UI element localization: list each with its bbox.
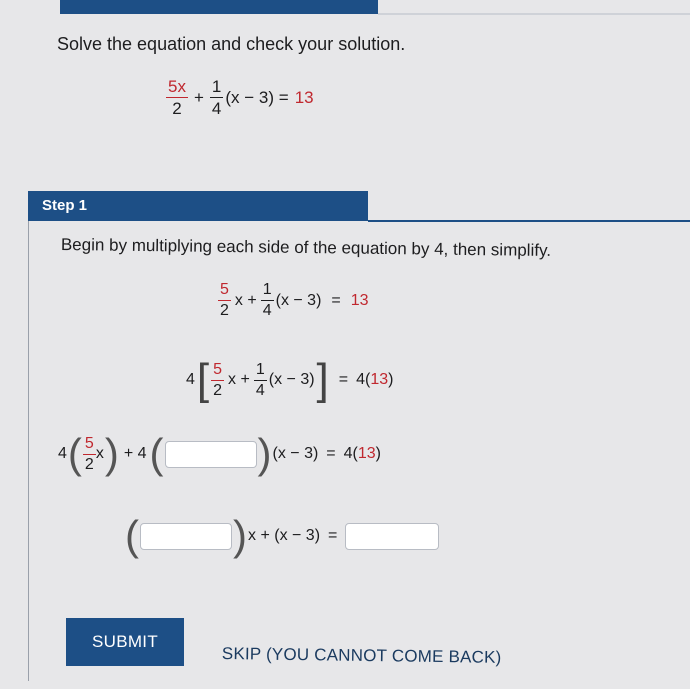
submit-button[interactable]: SUBMIT: [66, 618, 184, 666]
step-equation-2: 4 [ $\frac{5}{2}$ x + $\frac{1}{4}$ (x − 3) ] = 4( 13 ): [186, 355, 394, 404]
question-equation: $\frac{5x}{2}$ + $\frac{1}{4}$ (x − 3) = 13: [168, 77, 314, 118]
step-instruction: Begin by multiplying each side of the equation by 4, then simplify.: [60, 235, 552, 260]
step-equation-3: 4 ( $\frac{5}{2}$ x ) + 4 ( ) (x − 3) = 4( 13 ): [58, 430, 381, 477]
top-divider: [378, 13, 690, 15]
answer-input-1[interactable]: [165, 441, 257, 468]
question-prompt: Solve the equation and check your solution.: [57, 34, 406, 54]
answer-input-2[interactable]: [140, 523, 232, 550]
step-header: [28, 191, 368, 221]
answer-input-3[interactable]: [345, 523, 439, 550]
step-label: Step 1: [42, 197, 88, 214]
step-equation-4: ( ) x + (x − 3) =: [124, 515, 439, 557]
fraction-1-over-4: $\frac{1}{4}$: [211, 77, 222, 118]
step-equation-1: $\frac{5}{2}$ x + $\frac{1}{4}$ (x − 3) = 13: [220, 281, 369, 319]
step-header-rule: [368, 220, 690, 222]
fraction-5x-over-2: $\frac{5x}{2}$: [168, 77, 186, 118]
top-progress-bar: [60, 0, 378, 14]
skip-link[interactable]: SKIP (YOU CANNOT COME BACK): [221, 644, 502, 667]
